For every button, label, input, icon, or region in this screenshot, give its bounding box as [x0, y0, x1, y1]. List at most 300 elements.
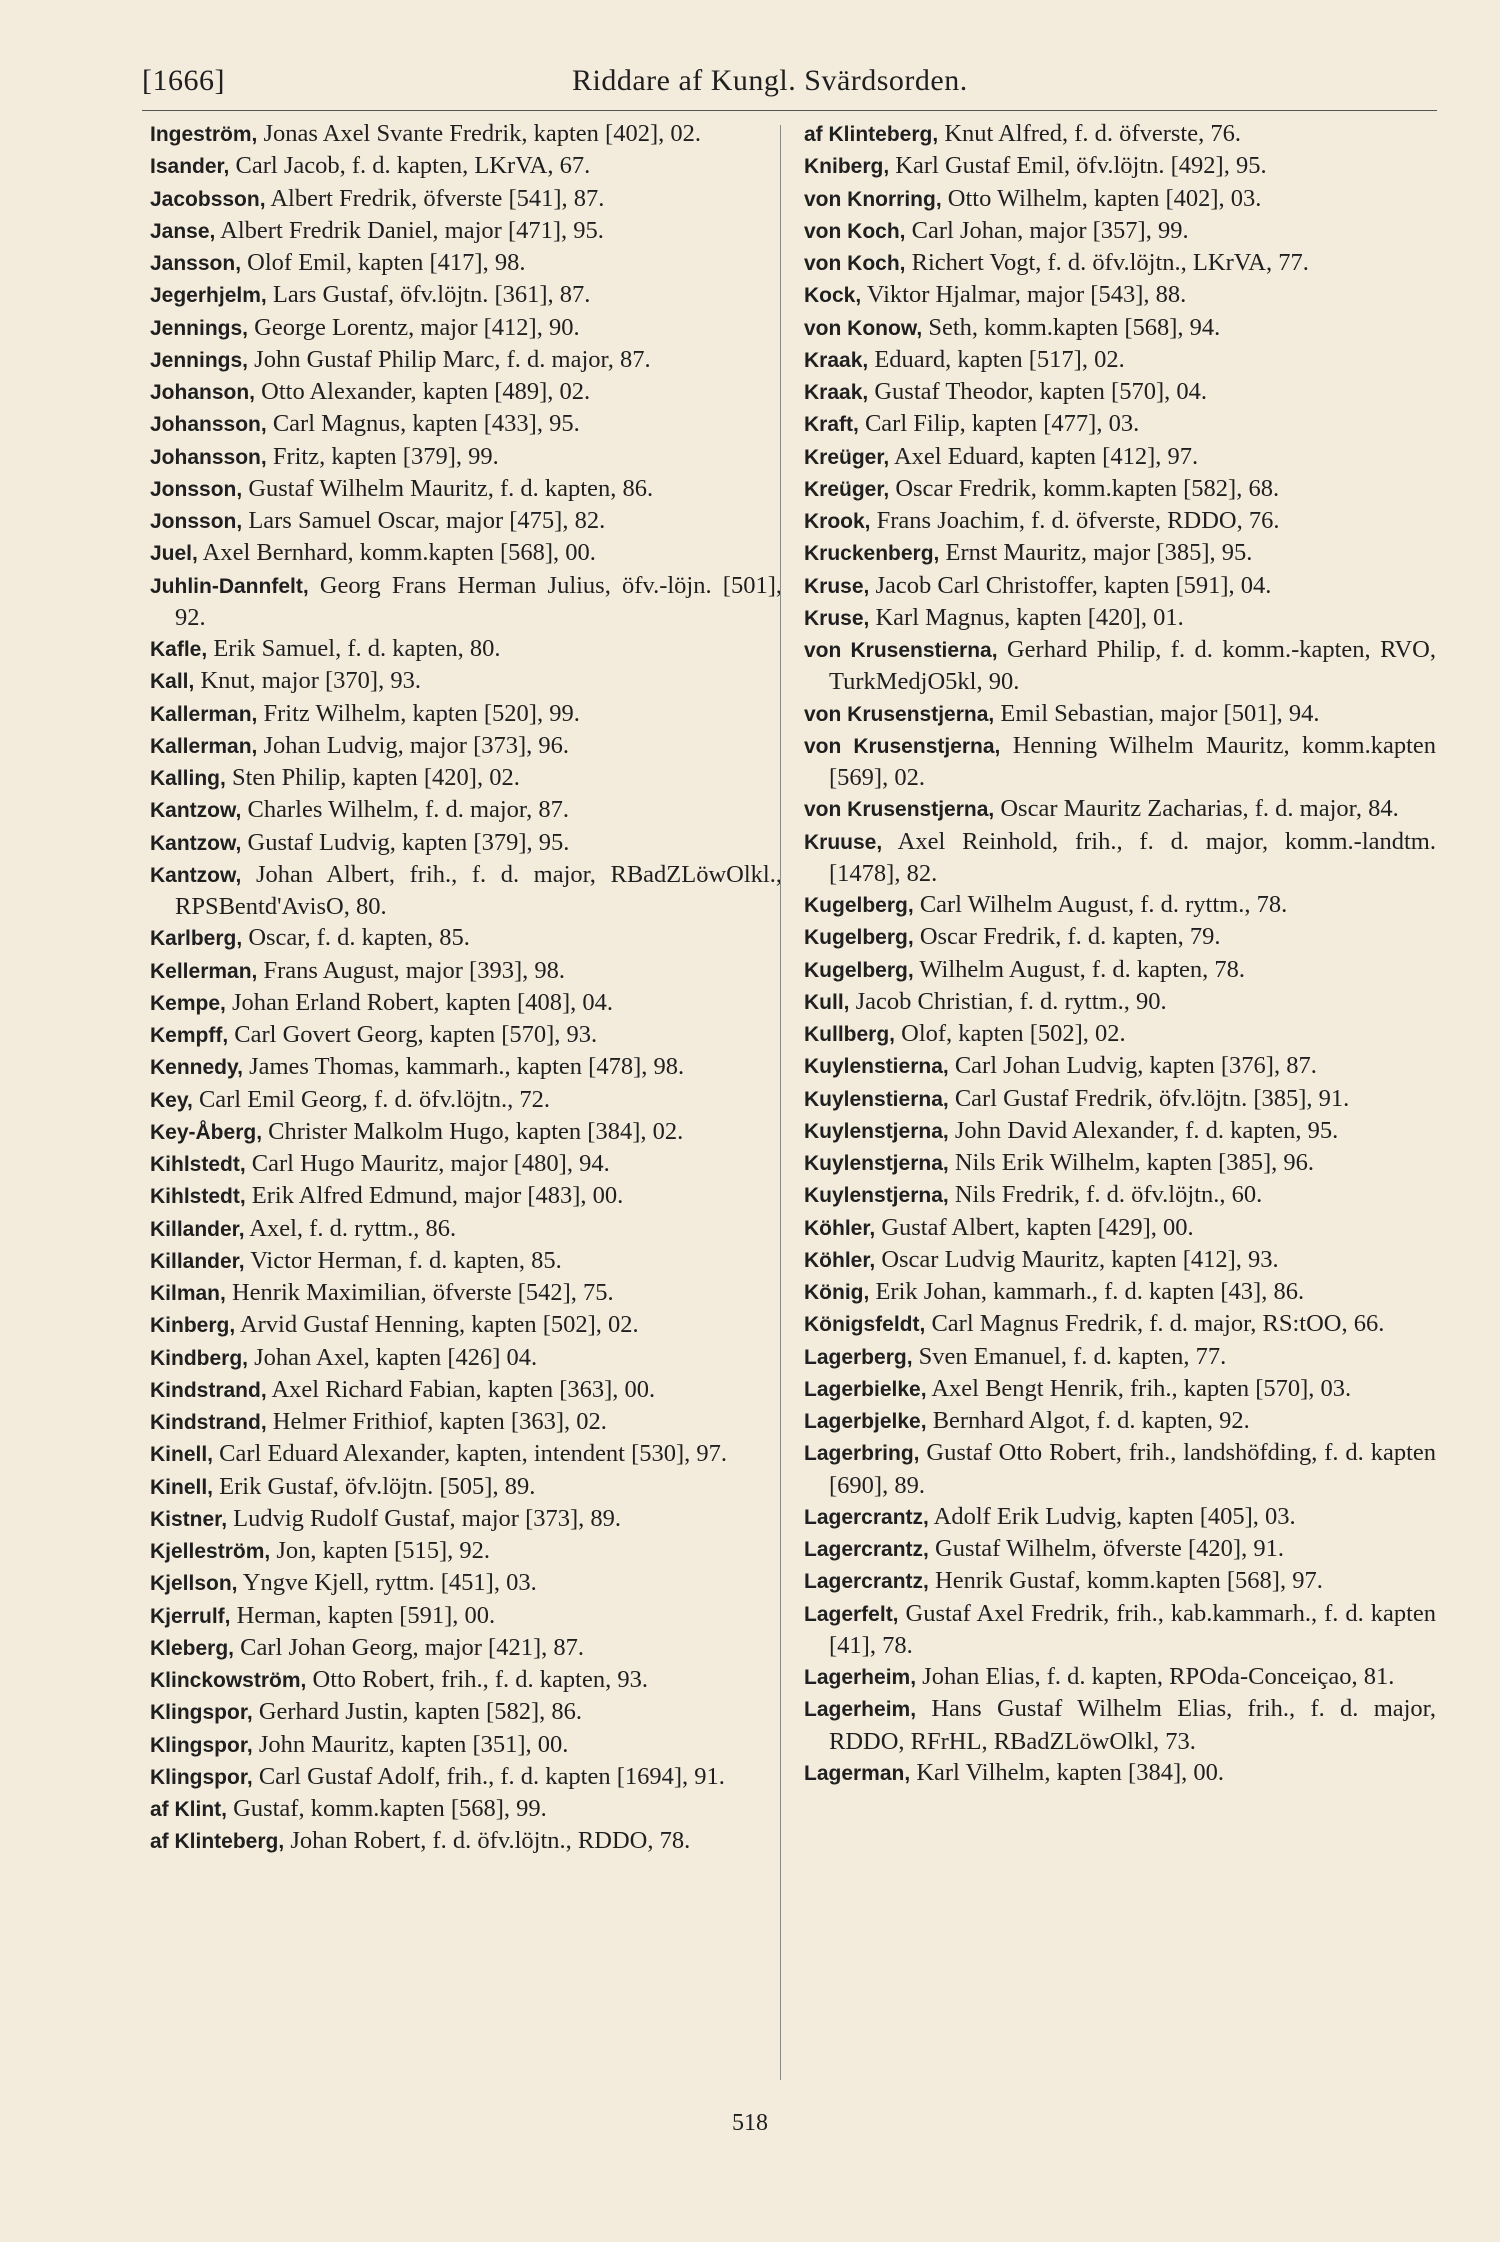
register-entry — [150, 698, 782, 730]
register-entry — [804, 1147, 1436, 1179]
entry-details: Jacob Carl Christoffer, kapten [591], 04. — [869, 571, 1272, 599]
entry-details: Johan Ludvig, major [373], 96. — [257, 731, 570, 759]
entry-details: Carl Filip, kapten [477], 03. — [858, 410, 1140, 438]
register-entry — [150, 1600, 782, 1632]
entry-surname: Lagerheim, — [804, 1698, 917, 1722]
entry-details: Carl Jacob, f. d. kapten, LKrVA, 67. — [229, 152, 591, 180]
entry-surname: Kallerman, — [150, 702, 258, 726]
entry-surname: von Krusenstierna, — [804, 639, 998, 662]
entry-surname: Kreüger, — [804, 477, 890, 501]
entry-details: Johan Elias, f. d. kapten, RPOda-Conceiçao, 81. — [916, 1663, 1395, 1690]
register-entry — [150, 150, 782, 182]
entry-surname: Johanson, — [150, 381, 256, 404]
entry-surname: Jansson, — [150, 252, 242, 275]
entry-surname: Kihlstedt, — [150, 1185, 246, 1209]
register-entry — [150, 1180, 782, 1212]
entry-details: Henrik Gustaf, komm.kapten [568], 97. — [928, 1567, 1323, 1595]
entry-surname: von Koch, — [804, 252, 906, 275]
register-entry — [150, 1761, 782, 1793]
entry-surname: Killander, — [150, 1249, 245, 1273]
entry-surname: Karlberg, — [150, 927, 243, 951]
entry-details: Oscar Ludvig Mauritz, kapten [412], 93. — [875, 1245, 1279, 1273]
entry-details: Oscar Fredrik, f. d. kapten, 79. — [913, 923, 1221, 951]
register-entry — [804, 376, 1436, 408]
header-title: Riddare af Kungl. Svärdsorden. — [572, 64, 968, 97]
entry-details: Gustaf Albert, kapten [429], 00. — [875, 1213, 1194, 1241]
entry-surname: Kreüger, — [804, 445, 890, 469]
entry-details: Helmer Frithiof, kapten [363], 02. — [266, 1408, 607, 1435]
entry-details: Erik Alfred Edmund, major [483], 00. — [245, 1182, 624, 1210]
entry-details: Carl Johan Georg, major [421], 87. — [234, 1633, 584, 1661]
entry-surname: Kellerman, — [150, 959, 258, 983]
entry-details: Carl Magnus Fredrik, f. d. major, RS:tOO, 66. — [925, 1310, 1385, 1338]
register-entry — [150, 441, 782, 473]
register-entry — [150, 1729, 782, 1761]
register-entry — [804, 1437, 1436, 1501]
register-entry — [150, 730, 782, 762]
entry-surname: Kafle, — [150, 638, 208, 661]
entry-surname: Kugelberg, — [804, 958, 914, 982]
footer-page-number: 518 — [732, 2110, 768, 2136]
register-entry — [804, 505, 1436, 537]
entry-details: Carl Wilhelm August, f. d. ryttm., 78. — [913, 891, 1288, 918]
entry-details: Hans Gustaf Wilhelm Elias, frih., f. d. major, RDDO, RFrHL, RBadZLöwOlkl, 73. — [829, 1695, 1436, 1755]
entry-details: Carl Eduard Alexander, kapten, intendent [530], 97. — [213, 1440, 728, 1468]
entry-details: Axel Reinhold, frih., f. d. major, komm.-landtm. [1478], 82. — [829, 827, 1436, 887]
entry-surname: Ingeström, — [150, 123, 258, 146]
entry-surname: Kinberg, — [150, 1314, 236, 1338]
entry-details: Viktor Hjalmar, major [543], 88. — [861, 281, 1187, 309]
register-entry — [150, 1277, 782, 1309]
entry-surname: Lagercrantz, — [804, 1505, 929, 1529]
register-entry — [804, 826, 1436, 890]
register-entry — [804, 1373, 1436, 1405]
entry-surname: Kistner, — [150, 1507, 228, 1531]
register-entry — [150, 1213, 782, 1245]
entry-details: John Gustaf Philip Marc, f. d. major, 87. — [248, 345, 651, 373]
entry-details: Oscar, f. d. kapten, 85. — [242, 924, 470, 952]
entry-surname: Johansson, — [150, 413, 267, 437]
register-entry — [804, 1405, 1436, 1437]
entry-surname: Kniberg, — [804, 155, 890, 179]
entry-details: Lars Gustaf, öfv.löjtn. [361], 87. — [266, 281, 591, 309]
entry-surname: Lagerbielke, — [804, 1377, 927, 1401]
register-entry — [150, 1245, 782, 1277]
register-entry — [804, 1179, 1436, 1211]
entry-surname: von Krusenstjerna, — [804, 702, 995, 726]
entry-surname: Kugelberg, — [804, 894, 914, 917]
entry-surname: Jonsson, — [150, 477, 243, 501]
entry-details: Henning Wilhelm Mauritz, komm.kapten [569], 02. — [829, 731, 1436, 791]
entry-surname: Kraak, — [804, 381, 869, 404]
register-entry — [804, 537, 1436, 569]
entry-details: Otto Robert, frih., f. d. kapten, 93. — [306, 1666, 648, 1693]
entry-details: Erik Samuel, f. d. kapten, 80. — [207, 635, 501, 662]
entry-details: Georg Frans Herman Julius, öfv.-löjn. [501], 92. — [175, 571, 782, 631]
entry-details: Yngve Kjell, ryttm. [451], 03. — [237, 1569, 537, 1597]
register-entry — [150, 1825, 782, 1857]
entry-surname: von Krusenstjerna, — [804, 798, 995, 822]
entry-surname: Kinell, — [150, 1443, 214, 1467]
register-entry — [150, 1471, 782, 1503]
entry-details: Gerhard Philip, f. d. komm.-kapten, RVO, TurkMedjO5kl, 90. — [829, 636, 1436, 696]
register-entry — [804, 1212, 1436, 1244]
register-entry — [804, 730, 1436, 794]
register-entry — [150, 955, 782, 987]
entry-surname: Janse, — [150, 219, 216, 243]
entry-surname: Kruse, — [804, 606, 870, 630]
entry-details: Axel Bengt Henrik, frih., kapten [570], 03. — [926, 1374, 1352, 1402]
entry-surname: Isander, — [150, 155, 230, 179]
entry-surname: von Koch, — [804, 219, 906, 243]
register-entry — [804, 1533, 1436, 1565]
entry-surname: Kjelleström, — [150, 1540, 271, 1563]
entry-details: Gustaf, komm.kapten [568], 99. — [227, 1795, 547, 1822]
entry-details: Johan Axel, kapten [426] 04. — [248, 1343, 538, 1371]
entry-surname: Kall, — [150, 670, 195, 694]
entry-details: Knut Alfred, f. d. öfverste, 76. — [938, 120, 1241, 147]
entry-surname: Königsfeldt, — [804, 1313, 926, 1337]
entry-details: Richert Vogt, f. d. öfv.löjtn., LKrVA, 77. — [905, 249, 1309, 276]
entry-details: Henrik Maximilian, öfverste [542], 75. — [225, 1279, 614, 1306]
register-entry — [804, 344, 1436, 376]
entry-surname: Kilman, — [150, 1282, 226, 1305]
entry-surname: Lagerbjelke, — [804, 1410, 927, 1433]
entry-surname: Klingspor, — [150, 1765, 253, 1789]
entry-surname: Kjerrulf, — [150, 1604, 231, 1628]
entry-surname: Kullberg, — [804, 1023, 896, 1046]
entry-details: Sven Emanuel, f. d. kapten, 77. — [912, 1342, 1227, 1370]
entry-surname: Kallerman, — [150, 734, 258, 758]
register-entry — [804, 150, 1436, 182]
entry-details: Seth, komm.kapten [568], 94. — [922, 313, 1221, 341]
register-entry — [804, 1308, 1436, 1340]
register-entry — [804, 279, 1436, 311]
register-entry — [804, 1115, 1436, 1147]
entry-surname: Kjellson, — [150, 1572, 238, 1596]
header-rule — [142, 110, 1437, 111]
entry-surname: Jennings, — [150, 316, 249, 340]
register-entry — [150, 922, 782, 954]
entry-details: Charles Wilhelm, f. d. major, 87. — [241, 796, 569, 824]
entry-details: Axel Bernhard, komm.kapten [568], 00. — [197, 539, 596, 567]
register-entry — [804, 602, 1436, 634]
entry-details: George Lorentz, major [412], 90. — [248, 313, 580, 341]
entry-surname: König, — [804, 1281, 870, 1304]
register-entry — [804, 634, 1436, 698]
entry-surname: Kantzow, — [150, 831, 242, 855]
entry-details: John Mauritz, kapten [351], 00. — [252, 1730, 569, 1758]
entry-surname: Kindberg, — [150, 1346, 248, 1370]
register-entry — [804, 1018, 1436, 1050]
entry-surname: Krook, — [804, 510, 871, 533]
entry-surname: Lagerfelt, — [804, 1602, 899, 1626]
entry-surname: Lagerheim, — [804, 1666, 917, 1689]
register-entry — [150, 247, 782, 279]
register-entry — [150, 859, 782, 923]
entry-surname: Kuylenstjerna, — [804, 1152, 949, 1175]
register-entry — [804, 1693, 1436, 1757]
entry-details: Lars Samuel Oscar, major [475], 82. — [242, 507, 606, 534]
entry-details: Gustaf Axel Fredrik, frih., kab.kammarh., f. d. kapten [41], 78. — [829, 1599, 1436, 1659]
entry-details: Herman, kapten [591], 00. — [230, 1601, 496, 1629]
left-column — [150, 118, 782, 1858]
register-entry — [150, 1696, 782, 1728]
register-entry — [804, 1565, 1436, 1597]
entry-surname: Juhlin-Dannfelt, — [150, 574, 309, 598]
register-entry — [150, 1019, 782, 1051]
register-entry — [150, 1567, 782, 1599]
entry-details: Jacob Christian, f. d. ryttm., 90. — [849, 987, 1167, 1015]
entry-surname: Kraak, — [804, 348, 869, 372]
register-entry — [150, 1342, 782, 1374]
entry-details: Johan Erland Robert, kapten [408], 04. — [225, 988, 614, 1016]
register-entry — [150, 505, 782, 537]
entry-surname: Lagerbring, — [804, 1442, 920, 1466]
entry-surname: Key, — [150, 1088, 193, 1112]
entry-surname: Köhler, — [804, 1248, 876, 1272]
entry-surname: Kindstrand, — [150, 1378, 267, 1402]
register-entry — [150, 1148, 782, 1180]
entry-surname: Kuylenstjerna, — [804, 1184, 949, 1208]
register-entry — [150, 1309, 782, 1341]
register-entry — [150, 1051, 782, 1083]
register-entry — [804, 473, 1436, 505]
entry-details: Carl Gustaf Fredrik, öfv.löjtn. [385], 91. — [948, 1084, 1350, 1112]
entry-surname: Köhler, — [804, 1216, 876, 1240]
entry-details: Gerhard Justin, kapten [582], 86. — [252, 1698, 583, 1726]
entry-details: Carl Emil Georg, f. d. öfv.löjtn., 72. — [192, 1085, 551, 1113]
entry-details: Carl Magnus, kapten [433], 95. — [266, 410, 580, 438]
register-entry — [804, 793, 1436, 825]
entry-surname: Key-Åberg, — [150, 1120, 263, 1144]
register-entry — [150, 762, 782, 794]
header-page-number: [1666] — [142, 64, 225, 97]
register-entry — [150, 633, 782, 665]
entry-surname: Kinell, — [150, 1475, 214, 1499]
entry-surname: Klinckowström, — [150, 1669, 307, 1692]
entry-surname: von Krusenstjerna, — [804, 734, 1001, 758]
register-entry — [804, 118, 1436, 150]
entry-surname: Kugelberg, — [804, 926, 914, 950]
entry-surname: Kantzow, — [150, 863, 242, 887]
register-entry — [150, 665, 782, 697]
entry-surname: Kalling, — [150, 767, 226, 790]
entry-details: Bernhard Algot, f. d. kapten, 92. — [926, 1407, 1250, 1434]
entry-details: Oscar Mauritz Zacharias, f. d. major, 84. — [994, 795, 1399, 823]
entry-details: Oscar Fredrik, komm.kapten [582], 68. — [889, 474, 1280, 502]
entry-details: Olof Emil, kapten [417], 98. — [241, 249, 526, 276]
register-entry — [804, 954, 1436, 986]
register-entry — [804, 698, 1436, 730]
register-entry — [804, 1083, 1436, 1115]
entry-details: Axel, f. d. ryttm., 86. — [244, 1214, 457, 1242]
entry-details: Nils Erik Wilhelm, kapten [385], 96. — [948, 1149, 1315, 1176]
entry-surname: Kantzow, — [150, 799, 242, 823]
entry-surname: Klingspor, — [150, 1701, 253, 1725]
entry-surname: Jegerhjelm, — [150, 284, 267, 308]
entry-details: Victor Herman, f. d. kapten, 85. — [244, 1246, 562, 1274]
entry-details: Nils Fredrik, f. d. öfv.löjtn., 60. — [948, 1181, 1263, 1209]
entry-details: Gustaf Ludvig, kapten [379], 95. — [241, 828, 570, 856]
entry-surname: Killander, — [150, 1217, 245, 1241]
entry-surname: Jonsson, — [150, 510, 243, 533]
register-entry — [150, 1503, 782, 1535]
entry-details: Jon, kapten [515], 92. — [270, 1537, 491, 1564]
register-entry — [150, 1116, 782, 1148]
entry-details: Carl Hugo Mauritz, major [480], 94. — [245, 1150, 610, 1177]
register-entry — [804, 1341, 1436, 1373]
register-entry — [150, 987, 782, 1019]
register-entry — [150, 537, 782, 569]
entry-surname: Kuylenstjerna, — [804, 1119, 949, 1143]
entry-surname: af Klinteberg, — [150, 1830, 285, 1854]
register-entry — [804, 1598, 1436, 1662]
entry-surname: Kull, — [804, 990, 850, 1014]
register-entry — [150, 1535, 782, 1567]
entry-surname: von Konow, — [804, 316, 923, 340]
entry-surname: Kihlstedt, — [150, 1153, 246, 1176]
register-entry — [150, 1406, 782, 1438]
register-entry — [150, 408, 782, 440]
entry-details: Ludvig Rudolf Gustaf, major [373], 89. — [227, 1504, 622, 1532]
entry-details: Gustaf Otto Robert, frih., landshöfding, f. d. kapten [690], 89. — [829, 1439, 1436, 1499]
register-entry — [150, 570, 782, 634]
entry-details: Frans August, major [393], 98. — [257, 956, 565, 984]
entry-surname: Kruckenberg, — [804, 542, 940, 566]
entry-details: Carl Gustaf Adolf, frih., f. d. kapten [1694], 91. — [252, 1762, 725, 1790]
register-entry — [804, 921, 1436, 953]
entry-surname: Lagerman, — [804, 1761, 911, 1785]
register-entry — [804, 312, 1436, 344]
entry-details: Axel Eduard, kapten [412], 97. — [889, 442, 1199, 470]
entry-details: Gustaf Wilhelm Mauritz, f. d. kapten, 86. — [242, 474, 654, 502]
register-entry — [150, 1084, 782, 1116]
entry-details: Erik Johan, kammarh., f. d. kapten [43], 86. — [869, 1278, 1305, 1305]
register-entry — [150, 1438, 782, 1470]
register-entry — [804, 1661, 1436, 1693]
entry-surname: Kock, — [804, 284, 862, 308]
entry-surname: Kindstrand, — [150, 1411, 267, 1434]
entry-details: Fritz, kapten [379], 99. — [266, 442, 499, 470]
register-entry — [804, 1501, 1436, 1533]
entry-surname: Kleberg, — [150, 1636, 235, 1660]
entry-details: Wilhelm August, f. d. kapten, 78. — [913, 955, 1246, 983]
entry-details: Fritz Wilhelm, kapten [520], 99. — [257, 699, 580, 727]
entry-surname: Kraft, — [804, 413, 859, 437]
register-entry — [150, 1632, 782, 1664]
register-entry — [150, 215, 782, 247]
entry-surname: af Klint, — [150, 1798, 227, 1821]
register-entry — [150, 827, 782, 859]
entry-details: Ernst Mauritz, major [385], 95. — [939, 539, 1253, 567]
entry-details: Carl Johan, major [357], 99. — [905, 216, 1189, 244]
register-entry — [150, 183, 782, 215]
register-entry — [804, 1244, 1436, 1276]
register-entry — [804, 215, 1436, 247]
entry-details: Otto Alexander, kapten [489], 02. — [255, 378, 591, 405]
column-divider — [780, 125, 781, 2080]
register-entry — [150, 376, 782, 408]
register-entry — [150, 1664, 782, 1696]
entry-surname: Kuylenstierna, — [804, 1055, 949, 1079]
entry-details: Frans Joachim, f. d. öfverste, RDDO, 76. — [870, 507, 1280, 534]
entry-details: Emil Sebastian, major [501], 94. — [994, 699, 1320, 727]
register-entry — [804, 183, 1436, 215]
entry-surname: Lagercrantz, — [804, 1538, 929, 1561]
entry-surname: Klingspor, — [150, 1733, 253, 1757]
entry-surname: Kempff, — [150, 1024, 229, 1047]
entry-surname: von Knorring, — [804, 187, 942, 211]
entry-surname: Kruuse, — [804, 830, 883, 854]
entry-surname: af Klinteberg, — [804, 123, 939, 146]
register-entry — [804, 1050, 1436, 1082]
entry-details: Gustaf Theodor, kapten [570], 04. — [868, 378, 1207, 405]
entry-details: Carl Johan Ludvig, kapten [376], 87. — [948, 1052, 1317, 1080]
register-entry — [150, 1793, 782, 1825]
entry-details: Olof, kapten [502], 02. — [895, 1020, 1126, 1047]
entry-surname: Jacobsson, — [150, 187, 266, 211]
entry-details: John David Alexander, f. d. kapten, 95. — [948, 1116, 1339, 1144]
entry-details: Karl Vilhelm, kapten [384], 00. — [910, 1758, 1224, 1786]
entry-details: Carl Govert Georg, kapten [570], 93. — [228, 1021, 598, 1048]
register-entry — [150, 118, 782, 150]
register-entry — [150, 473, 782, 505]
right-column — [804, 118, 1436, 1789]
entry-details: Sten Philip, kapten [420], 02. — [225, 764, 520, 791]
entry-details: James Thomas, kammarh., kapten [478], 98. — [242, 1053, 685, 1081]
entry-details: Gustaf Wilhelm, öfverste [420], 91. — [928, 1535, 1284, 1562]
entry-surname: Lagerberg, — [804, 1345, 913, 1369]
entry-details: Christer Malkolm Hugo, kapten [384], 02. — [262, 1117, 684, 1145]
register-entry — [150, 279, 782, 311]
register-entry — [804, 889, 1436, 921]
entry-details: Albert Fredrik, öfverste [541], 87. — [265, 184, 605, 212]
entry-details: Arvid Gustaf Henning, kapten [502], 02. — [235, 1311, 639, 1339]
register-entry — [150, 1374, 782, 1406]
entry-surname: Kempe, — [150, 991, 226, 1015]
register-entry — [804, 408, 1436, 440]
entry-details: Johan Robert, f. d. öfv.löjtn., RDDO, 78. — [284, 1827, 691, 1855]
entry-surname: Kruse, — [804, 574, 870, 598]
entry-details: Axel Richard Fabian, kapten [363], 00. — [266, 1375, 656, 1403]
entry-surname: Jennings, — [150, 348, 249, 372]
register-entry — [804, 570, 1436, 602]
entry-details: Otto Wilhelm, kapten [402], 03. — [941, 184, 1262, 212]
register-entry — [804, 247, 1436, 279]
entry-details: Knut, major [370], 93. — [194, 667, 421, 695]
register-entry — [804, 1276, 1436, 1308]
entry-details: Karl Magnus, kapten [420], 01. — [869, 603, 1184, 631]
entry-details: Albert Fredrik Daniel, major [471], 95. — [215, 216, 604, 244]
entry-details: Eduard, kapten [517], 02. — [868, 345, 1125, 373]
entry-surname: Kuylenstierna, — [804, 1087, 949, 1111]
entry-details: Jonas Axel Svante Fredrik, kapten [402], 02. — [257, 120, 702, 147]
entry-surname: Juel, — [150, 542, 198, 566]
entry-surname: Kennedy, — [150, 1056, 243, 1080]
entry-surname: Johansson, — [150, 445, 267, 469]
entry-surname: Lagercrantz, — [804, 1570, 929, 1594]
register-entry — [150, 312, 782, 344]
register-entry — [804, 986, 1436, 1018]
entry-details: Karl Gustaf Emil, öfv.löjtn. [492], 95. — [889, 152, 1267, 180]
register-entry — [804, 441, 1436, 473]
register-entry — [804, 1757, 1436, 1789]
entry-details: Adolf Erik Ludvig, kapten [405], 03. — [928, 1502, 1296, 1530]
entry-details: Erik Gustaf, öfv.löjtn. [505], 89. — [213, 1472, 536, 1500]
register-entry — [150, 794, 782, 826]
entry-details: Johan Albert, frih., f. d. major, RBadZLöwOlkl., RPSBentd'AvisO, 80. — [175, 860, 782, 920]
